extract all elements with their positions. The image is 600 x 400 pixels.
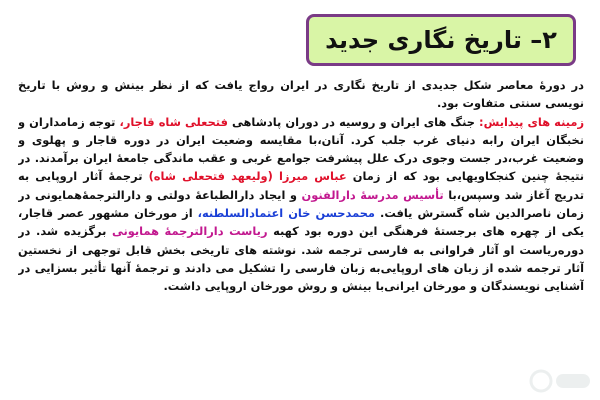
- body-text: [18, 76, 584, 394]
- highlight-riasat-dar-ol-tarjome: ریاست دارالترجمۀ همایونی: [111, 224, 268, 239]
- highlight-abbas-mirza: عباس میرزا (ولیعهد فتحعلی شاه): [148, 169, 347, 184]
- intro-paragraph: در دورۀ معاصر شکل جدیدی از تاریخ نگاری در ایران رواج یافت که از نظر بینش و روش با تاریخ نویسی سنتی متفاوت بود.: [18, 78, 584, 111]
- text-run: و ایجاد دارالطباعۀ دولتی و دارالترجمۀهمایونی در زمان ناصرالدین شاه گسترش یافت.: [18, 187, 584, 221]
- text-run: ترجمۀ آثار اروپایی به تدریج آغاز شد وسپس،با: [18, 169, 584, 202]
- section-label: زمینه های پیدایش:: [479, 114, 584, 129]
- text-run: از مورخان مشهور عصر قاجار، یکی از چهره های برجستۀ فرهنگی این دوره بود کهبه: [18, 206, 584, 239]
- text-run: جنگ های ایران و روسیه در دوران پادشاهی: [227, 114, 480, 129]
- text-run: برگزیده شد. در دوره‌ریاست او آثار فراوانی به فارسی ترجمه شد. نوشته های تاریخی بخش قابل توجهی از نخستین آثار ترجمه شده از زبان های اروپایی‌به زبان فارسی را تشکیل می دادند و ترجمۀ آنها تأثیر بسزایی در آشنایی نویسندگان و مورخان ایرانی‌با بینش و روش مورخان اروپایی داشت.: [18, 224, 584, 294]
- highlight-fathali-shah: فتحعلی شاه قاجار،: [119, 114, 228, 129]
- highlight-dar-ol-fonun: تأسیس مدرسۀ دارالفنون: [301, 187, 444, 202]
- watermark-icon: [526, 366, 596, 396]
- page-title: ۲– تاریخ نگاری جدید: [325, 26, 557, 54]
- title-box: [306, 14, 576, 66]
- highlight-mohammad-hasan-khan: محمدحسن خان اعتمادالسلطنه،: [197, 206, 375, 221]
- text-run: توجه زمامداران و نخبگان ایران رابه دنیای غرب جلب کرد. آنان،با مقایسه وضعیت ایران در دوره قاجار و پهلوی و وضعیت غرب،در جست وجوی درک علل پیشرفت جوامع غربی و عقب ماندگی جامعۀ ایران برآمدند. در نتیجۀ چنین کنجکاویهایی بود که از زمان: [18, 114, 584, 184]
- background-paragraph: [18, 113, 584, 296]
